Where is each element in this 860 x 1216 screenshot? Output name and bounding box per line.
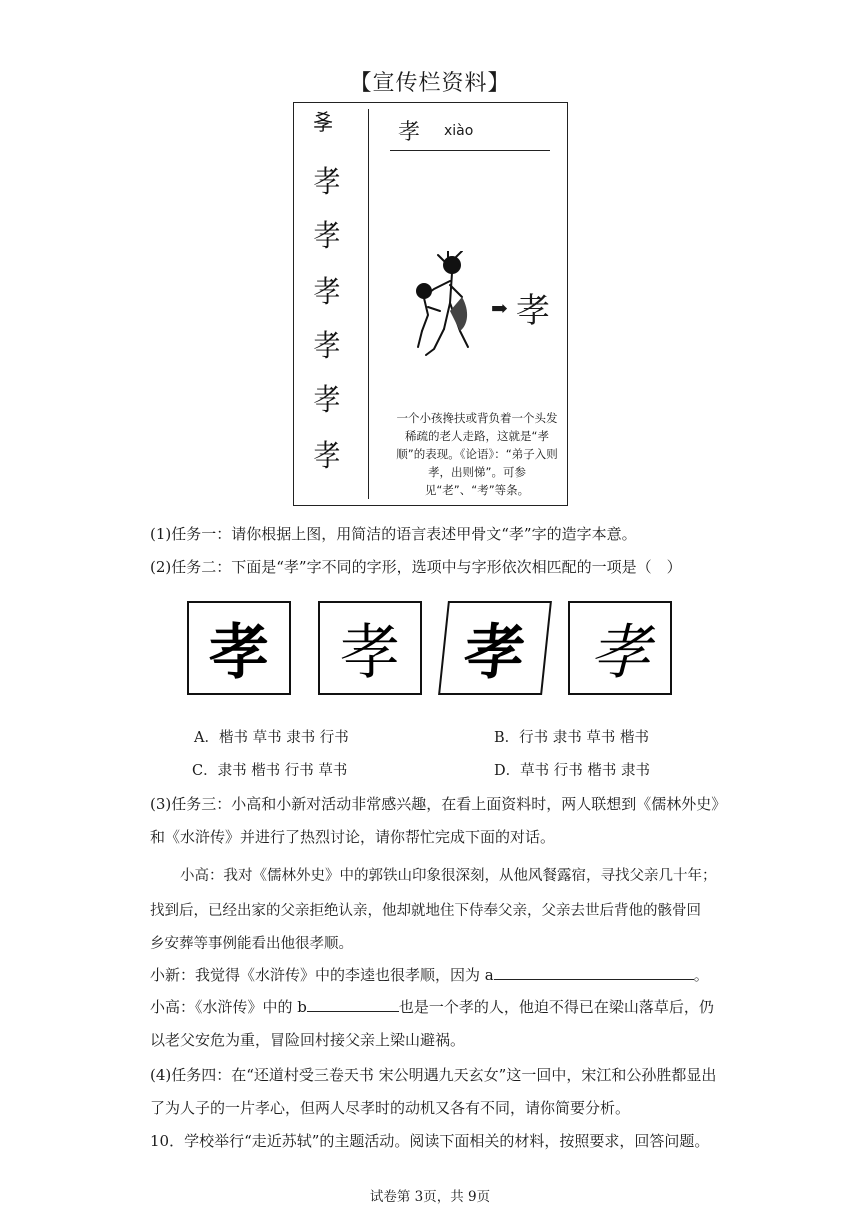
glyph-evolution-7: 孝 [313, 439, 341, 474]
task4-line-2: 了为人子的一片孝心，但两人尽孝时的动机又各有不同，请你简要分析。 [150, 1099, 631, 1117]
option-b[interactable]: B．行书 隶书 草书 楷书 [494, 730, 649, 746]
xiaoxin-end: 。 [693, 966, 709, 984]
glyph-box-2: 孝 [318, 601, 422, 695]
glyph-evolution-2: 孝 [313, 165, 341, 200]
answer-blank-a[interactable] [494, 964, 694, 980]
glyph-box-4: 孝 [568, 601, 672, 695]
xiaoxin-text: 小新：我觉得《水浒传》中的李逵也很孝顺，因为 a [150, 966, 494, 984]
section-title: 【宣传栏资料】 [349, 71, 511, 96]
glyph-evolution-4: 孝 [313, 275, 341, 310]
oracle-glyph: 孝 [516, 291, 550, 331]
poster-heading-char: 孝 [398, 120, 421, 145]
option-a[interactable]: A．楷书 草书 隶书 行书 [194, 730, 349, 746]
poster-heading-pinyin: xiào [444, 123, 474, 139]
task2-question: (2)任务二：下面是“孝”字不同的字形，选项中与字形依次相匹配的一项是（ ） [150, 558, 682, 576]
xiaogao2-line-1 [150, 996, 714, 1018]
answer-blank-b[interactable] [307, 996, 399, 1012]
glyph-evolution-6: 孝 [313, 383, 341, 418]
task4-line-1: (4)任务四：在“还道村受三卷天书 宋公明遇九天玄女”这一回中，宋江和公孙胜都显出 [150, 1066, 717, 1084]
arrow-icon: ➡ [491, 296, 508, 320]
xiaogao-line-3: 乡安葬等事例能看出他很孝顺。 [150, 936, 353, 952]
elder-child-illustration [404, 251, 486, 366]
question-10: 10．学校举行“走近苏轼”的主题活动。阅读下面相关的材料，按照要求，回答问题。 [150, 1132, 710, 1150]
task1-question: (1)任务一：请你根据上图，用简洁的语言表述甲骨文“孝”字的造字本意。 [150, 525, 637, 543]
xiaogao2-text: 小高：《水浒传》中的 b [150, 998, 307, 1016]
xiaogao2-line-2: 以老父安危为重，冒险回村接父亲上梁山避祸。 [150, 1031, 466, 1049]
glyph-evolution-1: 𡥈 [313, 111, 333, 136]
poster-heading-rule [390, 150, 550, 151]
poster-caption: 一个小孩搀扶或背负着一个头发稀疏的老人走路，这就是“孝顺”的表现。《论语》：“弟子入则孝，出则悌”。可参见“老”、“考”等条。 [396, 411, 558, 497]
option-c[interactable]: C．隶书 楷书 行书 草书 [192, 763, 348, 779]
glyph-box-3: 孝 [438, 601, 552, 695]
poster-divider [368, 109, 369, 499]
page-footer: 试卷第 3页，共 9页 [369, 1189, 491, 1205]
glyph-box-1: 孝 [187, 601, 291, 695]
poster-board [293, 102, 568, 506]
xiaogao-line-2: 找到后，已经出家的父亲拒绝认亲，他却就地住下侍奉父亲，父亲去世后背他的骸骨回 [150, 903, 701, 919]
option-d[interactable]: D．草书 行书 楷书 隶书 [494, 763, 650, 779]
glyph-evolution-3: 孝 [313, 219, 341, 254]
task3-line-2: 和《水浒传》并进行了热烈讨论，请你帮忙完成下面的对话。 [150, 828, 556, 846]
xiaoxin-line [150, 964, 709, 986]
xiaogao2-text-end: 也是一个孝的人，他迫不得已在梁山落草后，仍 [398, 998, 714, 1016]
task3-line-1: (3)任务三：小高和小新对活动非常感兴趣，在看上面资料时，两人联想到《儒林外史》 [150, 795, 727, 813]
glyph-evolution-5: 孝 [313, 329, 341, 364]
xiaogao-line-1: 小高：我对《儒林外史》中的郭铁山印象很深刻，从他风餐露宿，寻找父亲几十年； [180, 868, 717, 884]
